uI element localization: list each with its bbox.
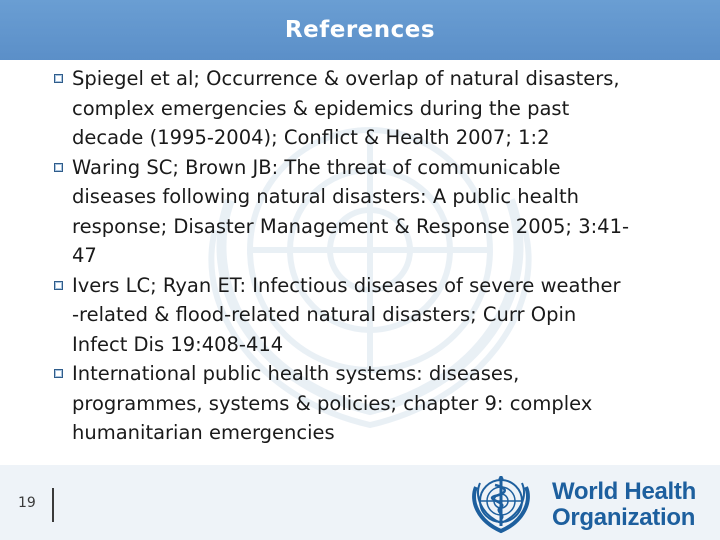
who-logo-text [552, 479, 717, 531]
reference-line: decade (1995-2004); Conflict & Health 2007; 1:2 [72, 126, 550, 149]
reference-line: Spiegel et al; Occurrence & overlap of natural disasters, [72, 67, 620, 90]
square-bullet-icon [54, 163, 63, 172]
reference-item [54, 359, 694, 448]
square-bullet-icon [54, 369, 63, 378]
title-bar [0, 0, 720, 60]
reference-line: response; Disaster Management & Response 2005; 3:41- [72, 214, 630, 238]
square-bullet-icon [54, 281, 63, 290]
reference-item [54, 64, 694, 153]
page-number: 19 [18, 495, 36, 511]
reference-line: -related & flood-related natural disasters; Curr Opin [72, 303, 577, 326]
footer-divider [52, 488, 54, 522]
reference-line: Ivers LC; Ryan ET: Infectious diseases of severe weather [72, 273, 621, 297]
logo-line-2: Organization [552, 504, 696, 531]
slide-title: References [284, 17, 436, 43]
reference-item [54, 271, 694, 360]
square-bullet-icon [54, 74, 63, 83]
reference-line: Waring SC; Brown JB: The threat of communicable [72, 155, 561, 179]
reference-line: diseases following natural disasters: A public health [72, 185, 579, 208]
reference-item [54, 153, 694, 271]
reference-line: Infect Dis 19:408-414 [72, 332, 284, 356]
reference-list [54, 64, 694, 448]
reference-line: humanitarian emergencies [72, 421, 335, 444]
reference-line: programmes, systems & policies; chapter 9: complex [72, 391, 593, 415]
reference-line: 47 [72, 244, 97, 267]
reference-line: International public health systems: diseases, [72, 362, 520, 385]
who-emblem-icon [468, 471, 534, 535]
reference-line: complex emergencies & epidemics during the past [72, 96, 570, 120]
logo-line-1: World Health [552, 478, 696, 505]
